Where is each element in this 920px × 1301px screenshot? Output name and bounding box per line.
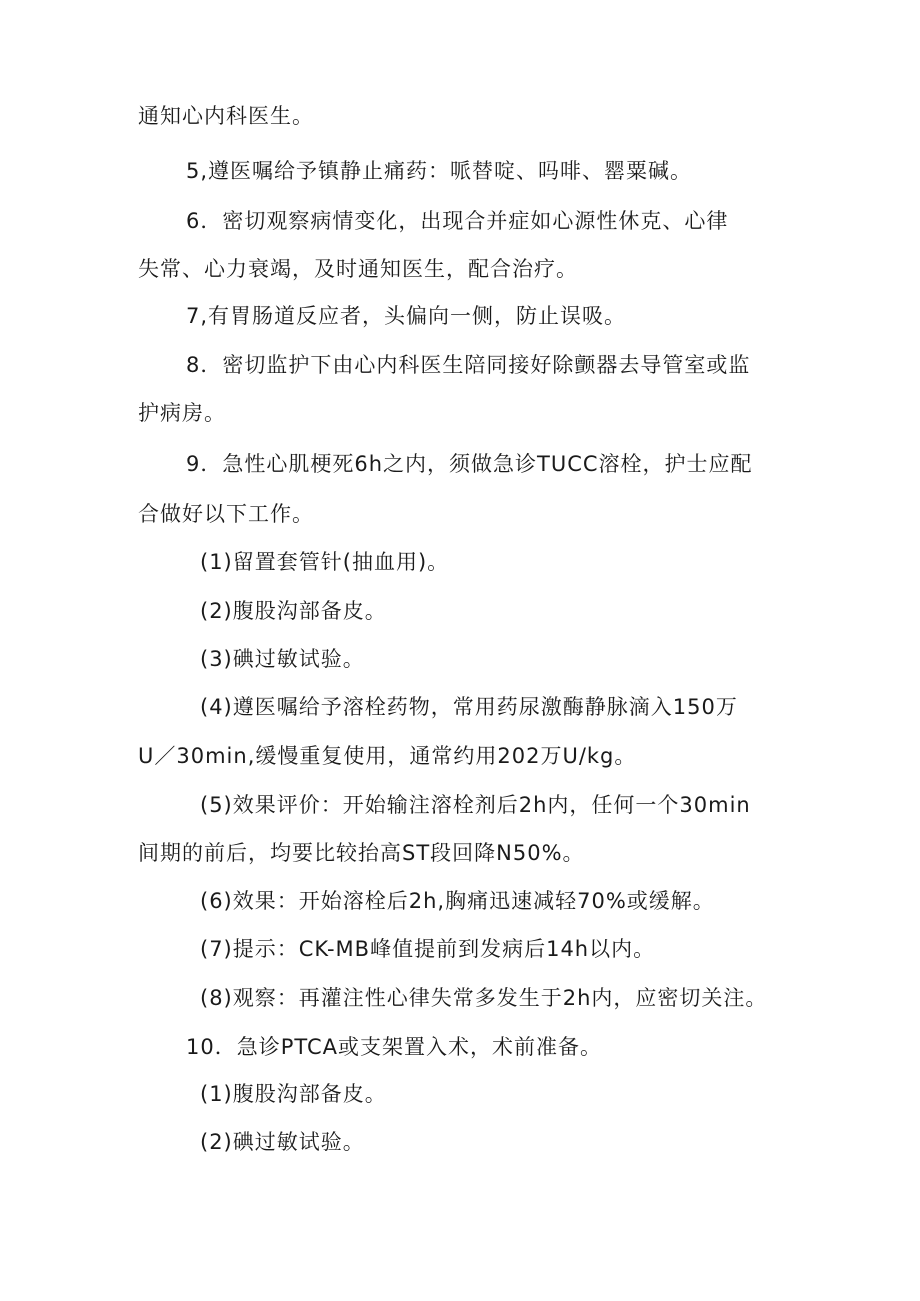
text-line: (1)腹股沟部备皮。 — [200, 1082, 387, 1106]
text-line: 5,遵医嘱给予镇静止痛药：哌替啶、吗啡、罂粟碱。 — [186, 159, 693, 183]
text-line: 合做好以下工作。 — [138, 502, 314, 526]
text-line: (2)腹股沟部备皮。 — [200, 599, 387, 623]
text-line: (4)遵医嘱给予溶栓药物，常用药尿激酶静脉滴入150万 — [200, 695, 738, 719]
text-line: 10．急诊PTCA或支架置入术，术前准备。 — [186, 1035, 603, 1059]
text-line: (2)碘过敏试验。 — [200, 1130, 365, 1154]
text-line: (6)效果：开始溶栓后2h,胸痛迅速减轻70%或缓解。 — [200, 889, 715, 913]
text-line: 8．密切监护下由心内科医生陪同接好除颤器去导管室或监 — [186, 353, 751, 377]
text-line: (1)留置套管针(抽血用)。 — [200, 550, 450, 574]
text-line: (5)效果评价：开始输注溶栓剂后2h内，任何一个30min — [200, 793, 751, 817]
text-line: 护病房。 — [138, 401, 226, 425]
text-line: (8)观察：再灌注性心律失常多发生于2h内，应密切关注。 — [200, 986, 768, 1010]
text-line: 7,有胃肠道反应者，头偏向一侧，防止误吸。 — [186, 304, 627, 328]
text-line: (7)提示：CK-MB峰值提前到发病后14h以内。 — [200, 937, 656, 961]
text-line: (3)碘过敏试验。 — [200, 647, 365, 671]
text-line: 通知心内科医生。 — [138, 104, 314, 128]
text-line: 失常、心力衰竭，及时通知医生，配合治疗。 — [138, 257, 578, 281]
text-line: 6．密切观察病情变化，出现合并症如心源性休克、心律 — [186, 209, 729, 233]
text-line: 间期的前后，均要比较抬高ST段回降N50%。 — [138, 841, 585, 865]
text-line: U／30min,缓慢重复使用，通常约用202万U/kg。 — [138, 744, 637, 768]
text-line: 9．急性心肌梗死6h之内，须做急诊TUCC溶栓，护士应配 — [186, 452, 753, 476]
